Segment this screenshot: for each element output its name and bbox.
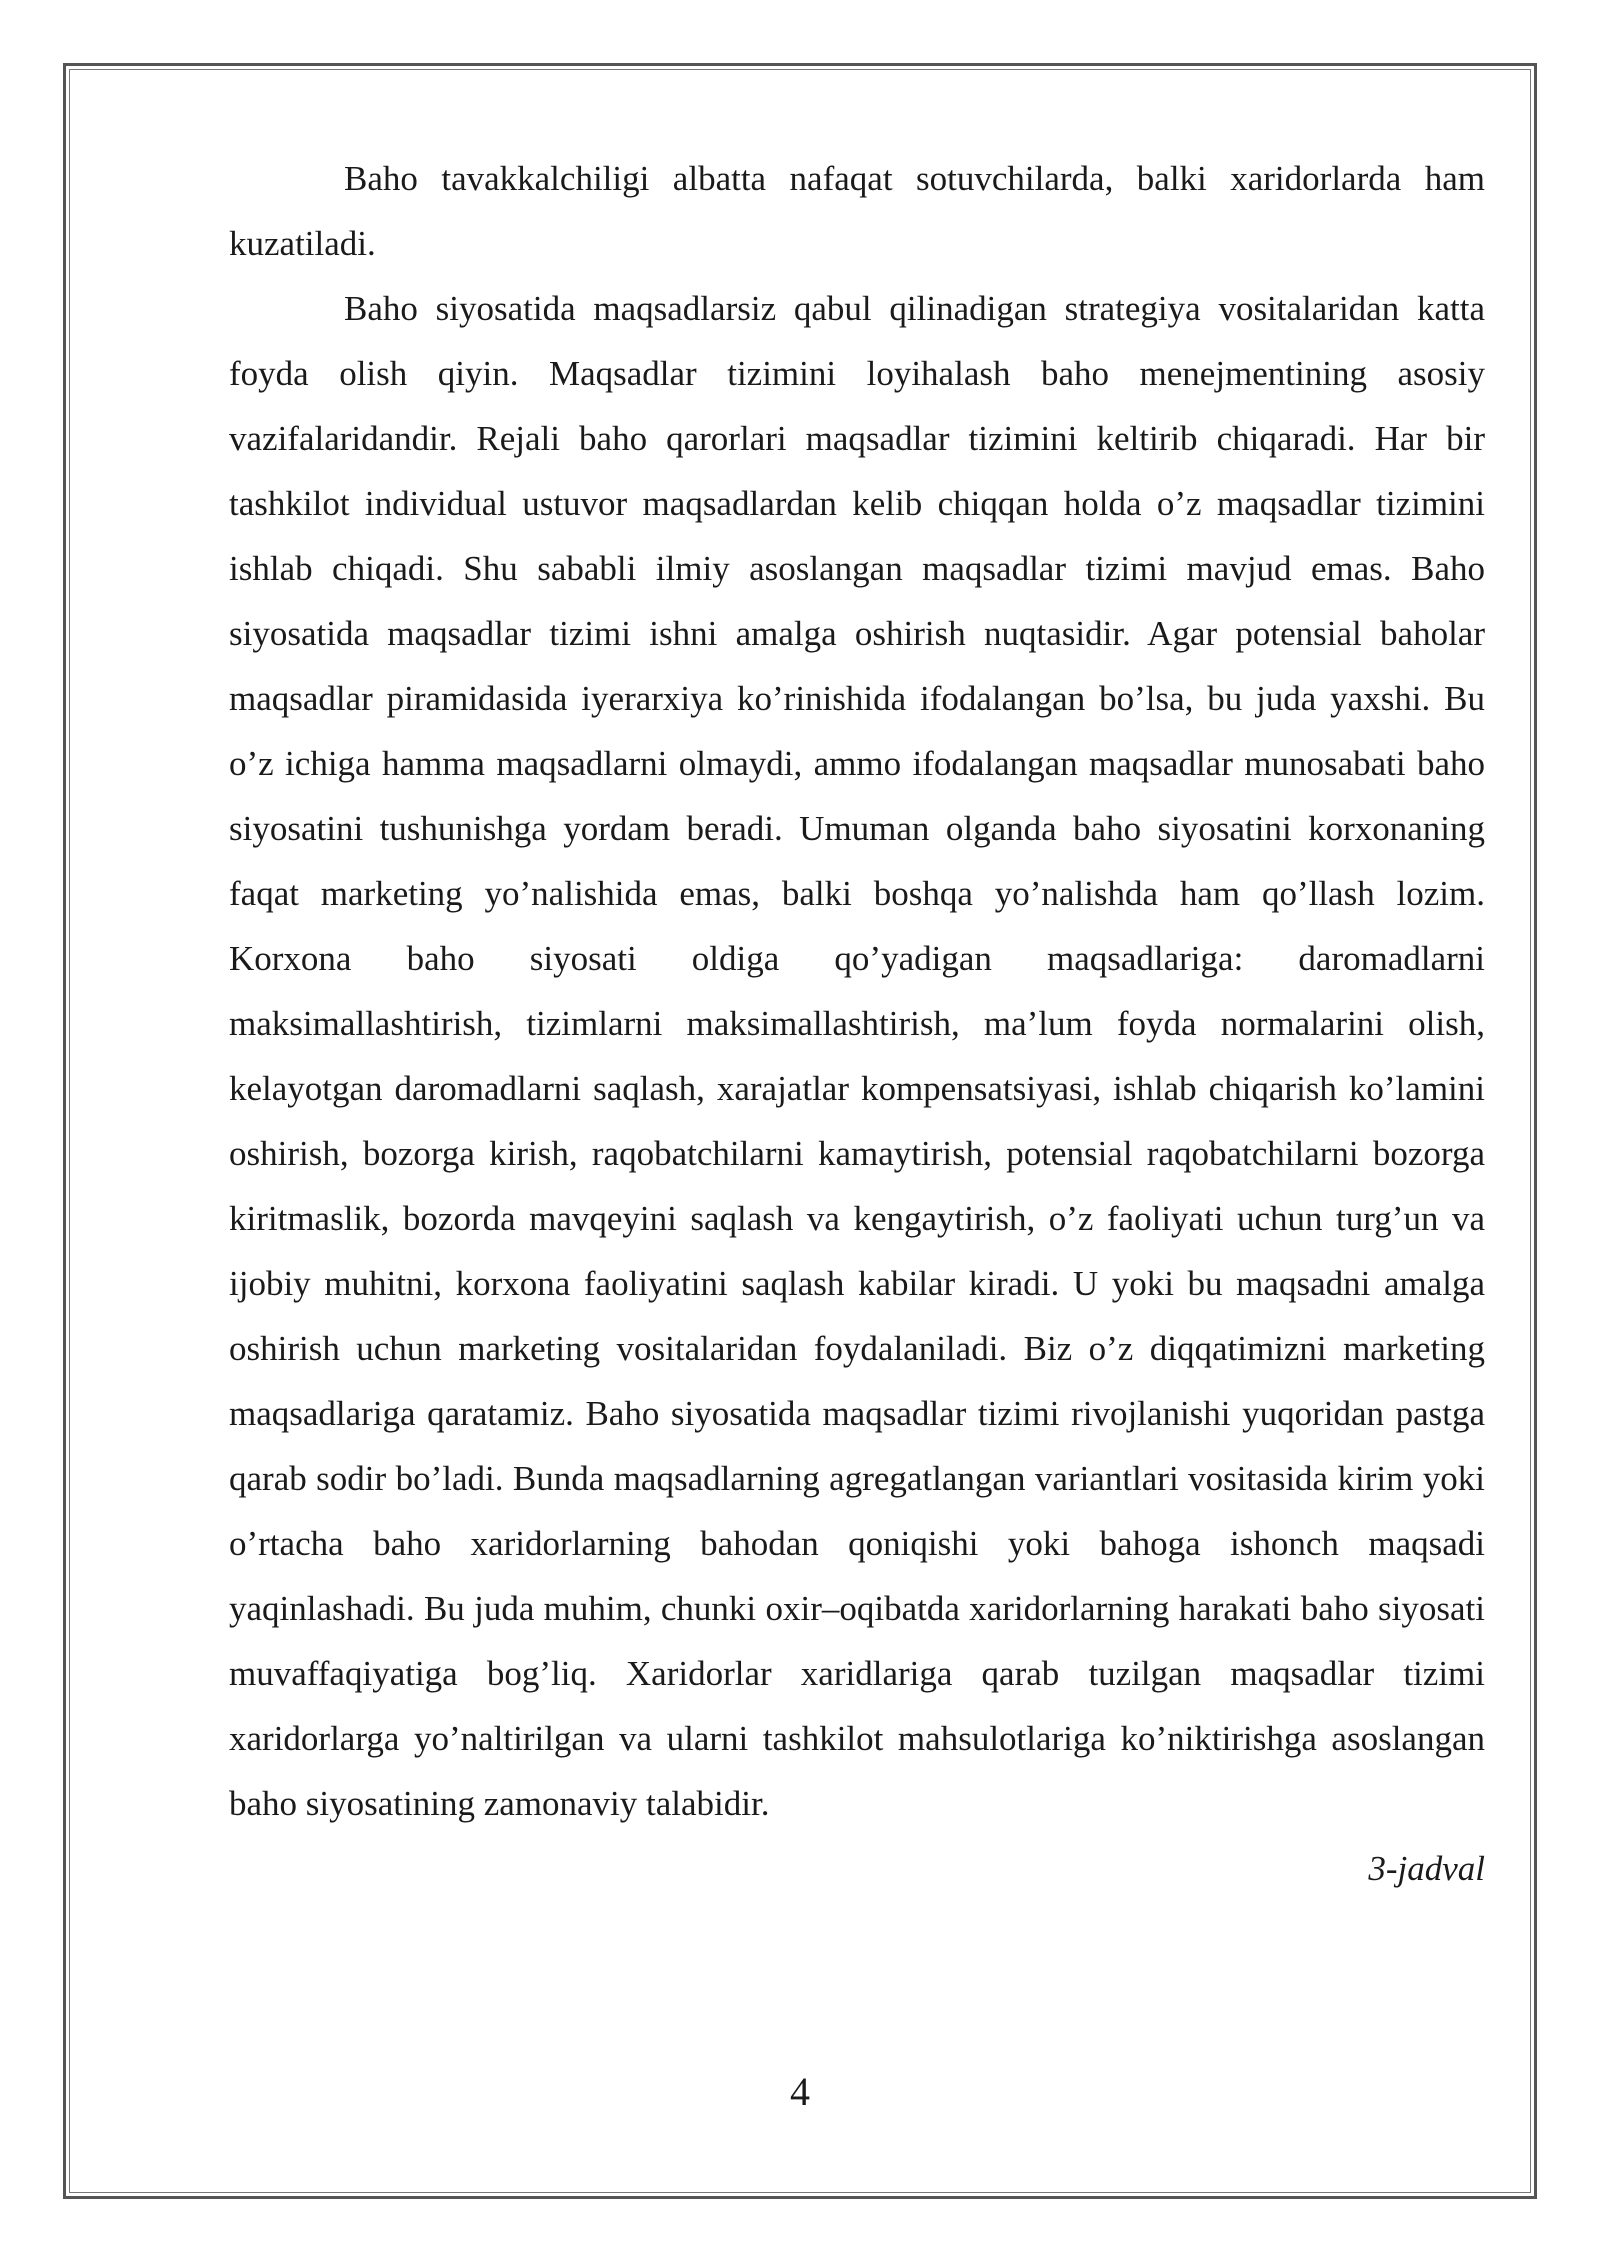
paragraph-1: Baho tavakkalchiligi albatta nafaqat sotuvchilarda, balki xaridorlarda ham kuzatiladi.	[229, 159, 1485, 263]
paragraph-2: Baho siyosatida maqsadlarsiz qabul qilinadigan strategiya vositalaridan katta foyda olish qiyin. Maqsadlar tizimini loyihalash baho menejmentining asosiy vazifalaridandir. Rejali baho qarorlari maqsadlar tizimini keltirib chiqaradi. Har bir tashkilot individual ustuvor maqsadlardan kelib chiqqan holda o’z maqsadlar tizimini ishlab chiqadi. Shu sababli ilmiy asoslangan maqsadlar tizimi mavjud emas. Baho siyosatida maqsadlar tizimi ishni amalga oshirish nuqtasidir. Agar potensial baholar maqsadlar piramidasida iyerarxiya ko’rinishida ifodalangan bo’lsa, bu juda yaxshi. Bu o’z ichiga hamma maqsadlarni olmaydi, ammo ifodalangan maqsadlar munosabati baho siyosatini tushunishga yordam beradi. Umuman olganda baho siyosatini korxonaning faqat marketing yo’nalishida emas, balki boshqa yo’nalishda ham qo’llash lozim. Korxona baho siyosati oldiga qo’yadigan maqsadlariga: daromadlarni maksimallashtirish, tizimlarni maksimallashtirish, ma’lum foyda normalarini olish, kelayotgan daromadlarni saqlash, xarajatlar kompensatsiyasi, ishlab chiqarish ko’lamini oshirish, bozorga kirish, raqobatchilarni kamaytirish, potensial raqobatchilarni bozorga kiritmaslik, bozorda mavqeyini saqlash va kengaytirish, o’z faoliyati uchun turg’un va ijobiy muhitni, korxona faoliyatini saqlash kabilar kiradi. U yoki bu maqsadni amalga oshirish uchun marketing vositalaridan foydalaniladi. Biz o’z diqqatimizni marketing maqsadlariga qaratamiz. Baho siyosatida maqsadlar tizimi rivojlanishi yuqoridan pastga qarab sodir bo’ladi. Bunda maqsadlarning agregatlangan variantlari vositasida kirim yoki o’rtacha baho xaridorlarning bahodan qoniqishi yoki bahoga ishonch maqsadi yaqinlashadi. Bu juda muhim, chunki oxir–oqibatda xaridorlarning harakati baho siyosati muvaffaqiyatiga bog’liq. Xaridorlar xaridlariga qarab tuzilgan maqsadlar tizimi xaridorlarga yo’naltirilgan va ularni tashkilot mahsulotlariga ko’niktirishga asoslangan baho siyosatining zamonaviy talabidir.	[229, 289, 1485, 1823]
page-number: 4	[790, 2069, 810, 2114]
table-label: 3-jadval	[1368, 1849, 1485, 1888]
document-body	[229, 146, 1485, 1901]
